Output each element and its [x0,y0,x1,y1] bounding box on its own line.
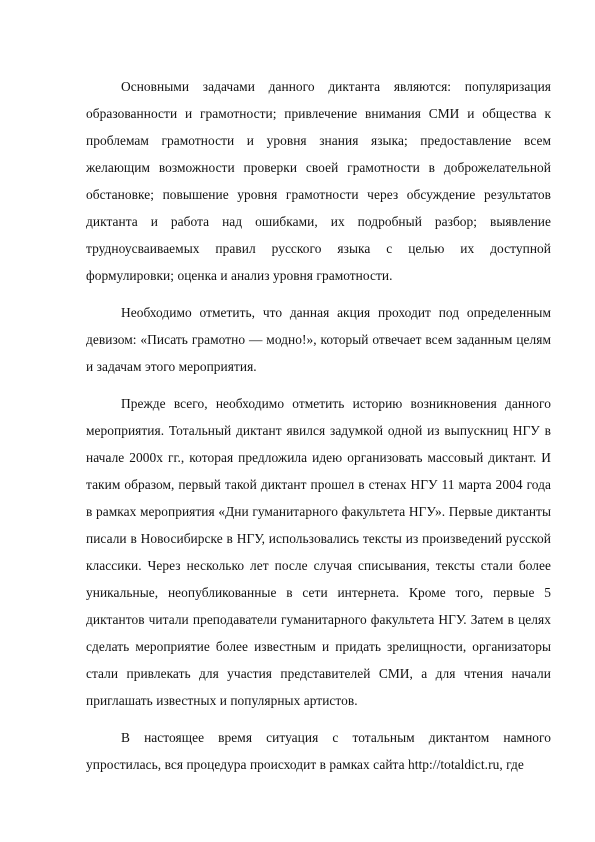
paragraph-motto: Необходимо отметить, что данная акция проходит под определенным девизом: «Писать грамотно — модно!», который отвечает всем заданным целям и задачам этого мероприятия. [86,305,551,374]
paragraph-present: В настоящее время ситуация с тотальным диктантом намного упростилась, вся процедура происходит в рамках сайта http://totaldict.ru, где [86,730,551,772]
paragraph-history: Прежде всего, необходимо отметить историю возникновения данного мероприятия. Тотальный диктант явился задумкой одной из выпускниц НГУ в начале 2000х гг., которая предложила идею организовать массовый диктант. И таким образом, первый такой диктант прошел в стенах НГУ 11 марта 2004 года в рамках мероприятия «Дни гуманитарного факультета НГУ». Первые диктанты писали в Новосибирске в НГУ, использовались тексты из произведений русской классики. Через несколько лет после случая списывания, тексты стали более уникальные, неопубликованные в сети интернета. Кроме того, первые 5 диктантов читали преподаватели гуманитарного факультета НГУ. Затем в целях сделать мероприятие более известным и придать зрелищности, организаторы стали привлекать для участия представителей СМИ, а для чтения начали приглашать известных и популярных артистов. [86,396,551,708]
paragraph-goals: Основными задачами данного диктанта являются: популяризация образованности и грамотности; привлечение внимания СМИ и общества к проблемам грамотности и уровня знания языка; предоставление всем желающим возможности проверки своей грамотности в доброжелательной обстановке; повышение уровня грамотности через обсуждение результатов диктанта и работа над ошибками, их подробный разбор; выявление трудноусваиваемых правил русского языка с целью их доступной формулировки; оценка и анализ уровня грамотности. [86,79,551,283]
document-body [86,73,551,778]
